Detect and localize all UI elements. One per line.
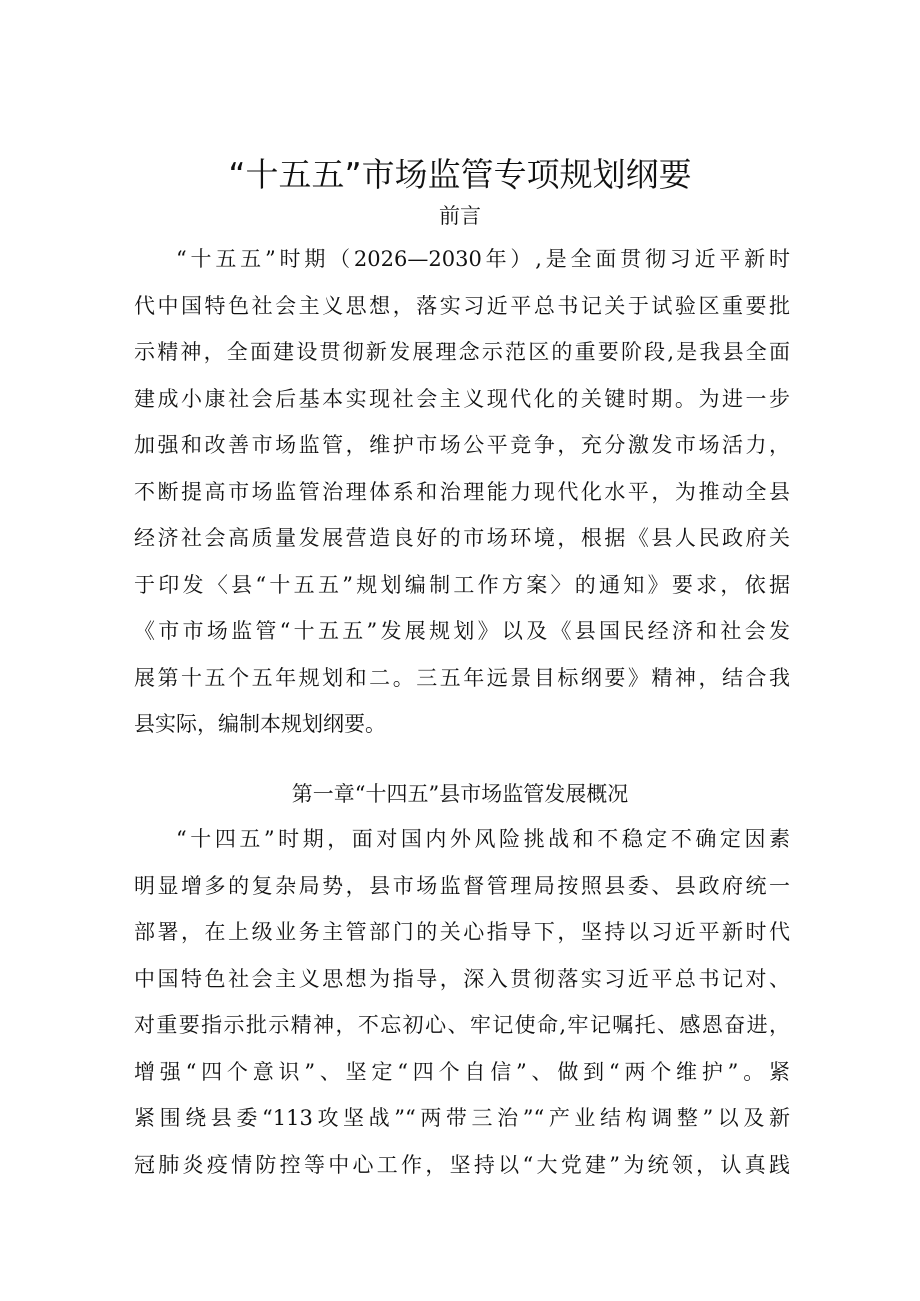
paragraph-line: 增强“四个意识”、坚定“四个自信”、做到“两个维护”。紧: [134, 1059, 790, 1084]
paragraph-line: 不断提高市场监管治理体系和治理能力现代化水平，为推动全县: [134, 479, 790, 504]
paragraph-line: 对重要指示批示精神，不忘初心、牢记使命,牢记嘱托、感恩奋进，: [134, 1013, 790, 1037]
paragraph-line: 建成小康社会后基本实现社会主义现代化的关键时期。为进一步: [134, 386, 790, 411]
paragraph-line: 部署，在上级业务主管部门的关心指导下，坚持以习近平新时代: [134, 920, 790, 944]
paragraph-line: 县实际，编制本规划纲要。: [134, 712, 386, 736]
paragraph-line: 明显增多的复杂局势，县市场监督管理局按照县委、县政府统一: [134, 873, 790, 898]
paragraph-line: 展第十五个五年规划和二。三五年远景目标纲要》精神，结合我: [134, 665, 790, 690]
paragraph-line: “十四五”时期，面对国内外风险挑战和不稳定不确定因素: [176, 827, 790, 851]
chapter-paragraph: [134, 816, 790, 1188]
paragraph-line: 冠肺炎疫情防控等中心工作，坚持以“大党建”为统领，认真践: [134, 1152, 790, 1177]
paragraph-line: 中国特色社会主义思想为指导，深入贯彻落实习近平总书记对、: [134, 966, 790, 991]
paragraph-line: 经济社会高质量发展营造良好的市场环境，根据《县人民政府关: [134, 526, 790, 550]
paragraph-line: 示精神，全面建设贯彻新发展理念示范区的重要阶段,是我县全面: [134, 340, 790, 364]
chapter-heading: 第一章“十四五”县市场监管发展概况: [291, 782, 629, 806]
paragraph-line: 代中国特色社会主义思想，落实习近平总书记关于试验区重要批: [134, 293, 790, 318]
paragraph-line: 紧围绕县委“113攻坚战”“两带三治”“产业结构调整”以及新: [134, 1106, 790, 1130]
paragraph-line: 加强和改善市场监管，维护市场公平竞争，充分激发市场活力，: [134, 433, 790, 457]
paragraph-line: “十五五”时期（2026—2030年）,是全面贯彻习近平新时: [176, 247, 790, 271]
preface-heading: 前言: [439, 204, 481, 228]
paragraph-line: 于印发〈县“十五五”规划编制工作方案〉的通知》要求，依据: [134, 572, 790, 597]
preface-paragraph: [134, 236, 790, 748]
document-title: “十五五”市场监管专项规划纲要: [228, 155, 692, 195]
paragraph-line: 《市市场监管“十五五”发展规划》以及《县国民经济和社会发: [134, 619, 790, 643]
